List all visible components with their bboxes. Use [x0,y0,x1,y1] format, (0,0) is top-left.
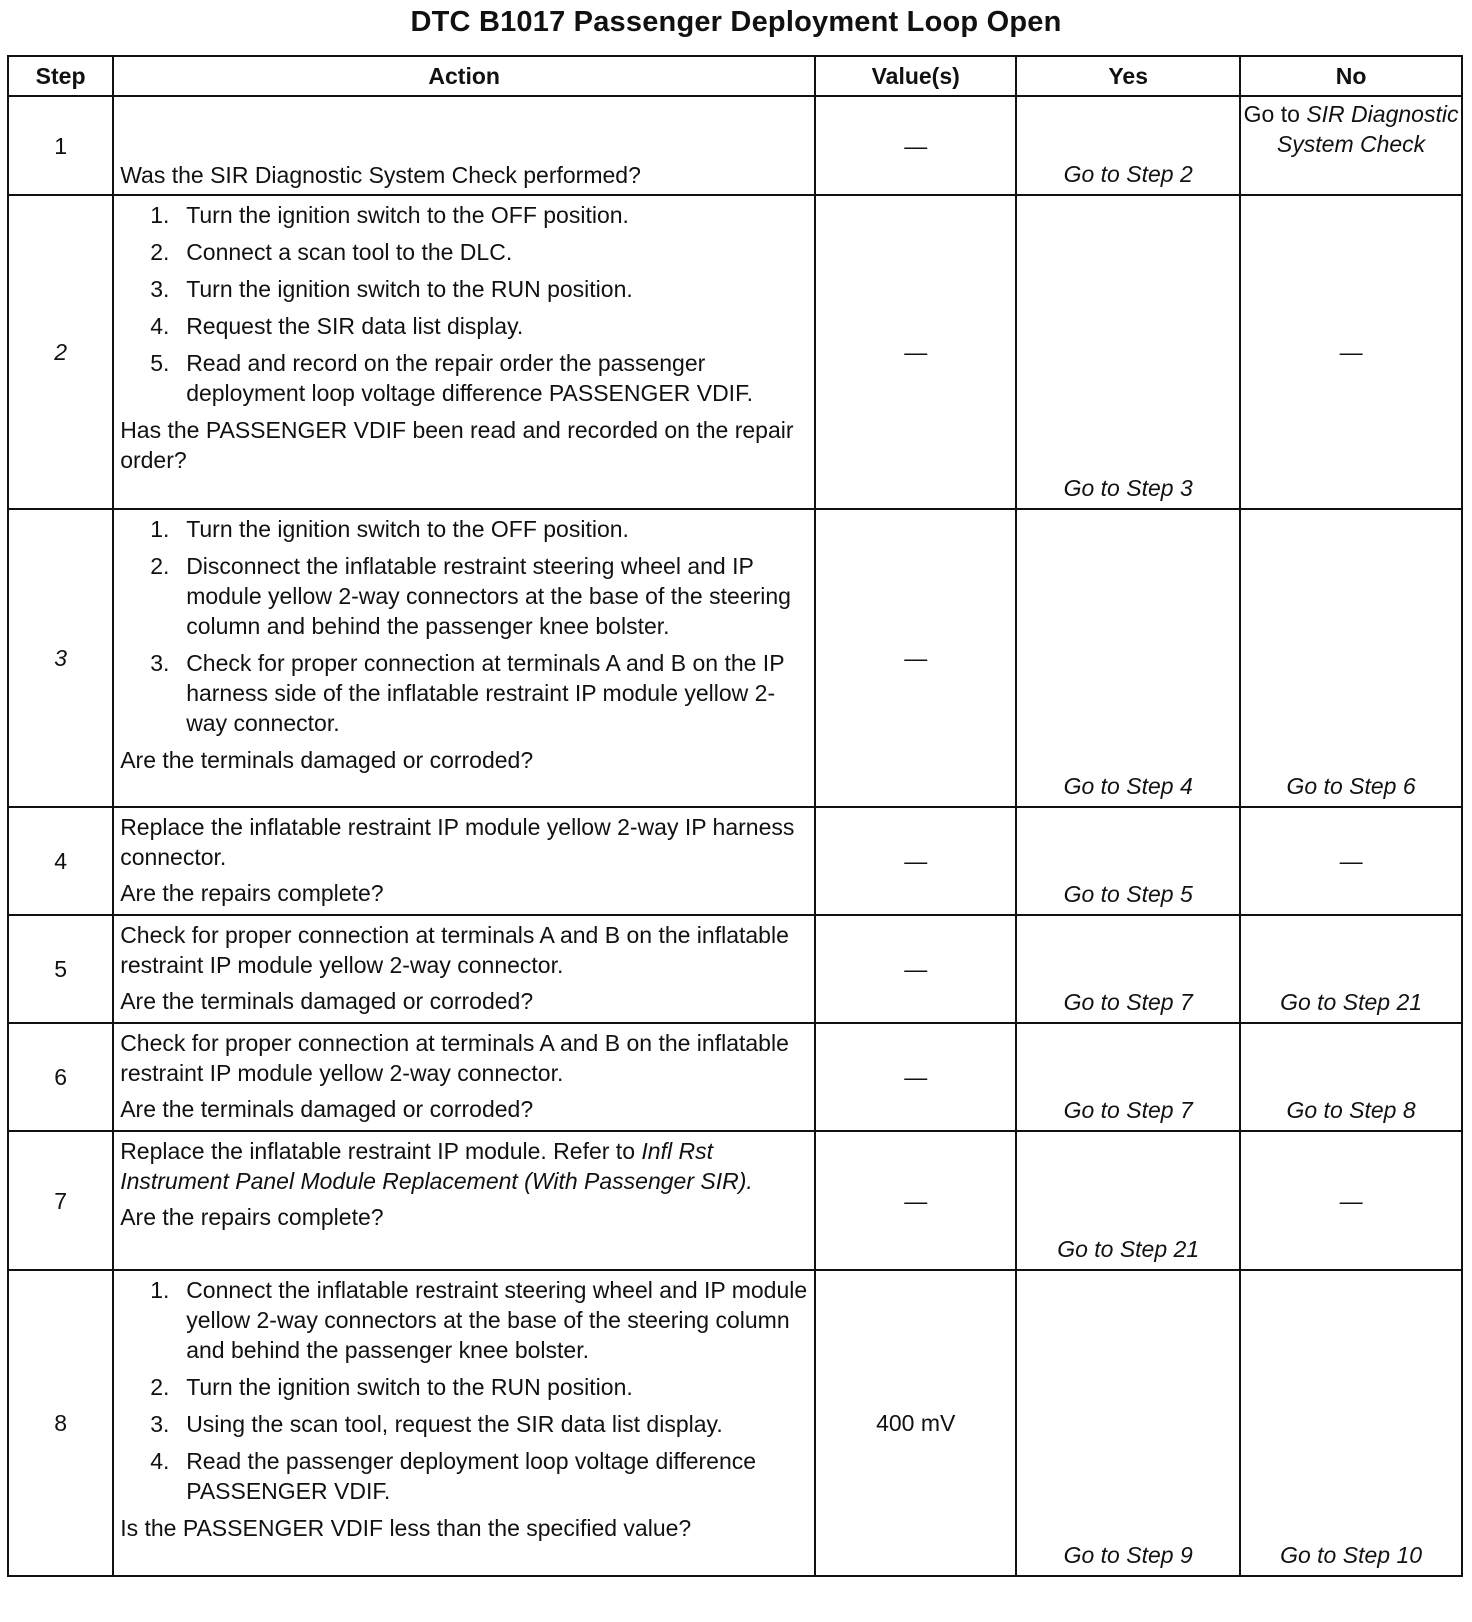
action-cell [113,96,815,195]
action-cell [113,807,815,915]
list-item: 5. Read and record on the repair order the passenger deployment loop voltage difference PASSENGER VDIF. [150,350,753,406]
action-question: Are the repairs complete? [120,1204,384,1230]
action-cell [113,509,815,807]
header-yes: Yes [1016,56,1240,96]
table-row [8,1131,1462,1270]
list-item: 3. Turn the ignition switch to the RUN position. [150,276,633,302]
diagnostic-table [7,55,1463,1577]
yes-cell: Go to Step 4 [1016,509,1240,807]
action-text: Replace the inflatable restraint IP module. Refer to Infl Rst Instrument Panel Module Replacement (With Passenger SIR). [120,1138,753,1194]
value-cell: — [815,915,1016,1023]
reference-link[interactable]: Infl Rst Instrument Panel Module Replacement (With Passenger SIR). [120,1138,753,1194]
no-cell: Go to Step 6 [1240,509,1462,807]
yes-cell: Go to Step 7 [1016,1023,1240,1131]
action-question: Was the SIR Diagnostic System Check performed? [120,162,641,188]
value-cell: — [815,509,1016,807]
no-cell: Go to Step 21 [1240,915,1462,1023]
list-item: 1. Connect the inflatable restraint steering wheel and IP module yellow 2-way connectors at the base of the steering column and behind the passenger knee bolster. [150,1277,808,1363]
yes-cell: Go to Step 2 [1016,96,1240,195]
action-question: Are the terminals damaged or corroded? [120,747,534,773]
yes-cell: Go to Step 21 [1016,1131,1240,1270]
list-item: 4. Read the passenger deployment loop voltage difference PASSENGER VDIF. [150,1448,757,1504]
step-number: 1 [8,96,113,195]
table-header-row [8,56,1462,96]
list-item: 2. Connect a scan tool to the DLC. [150,239,513,265]
list-item: 1. Turn the ignition switch to the OFF position. [150,202,629,228]
no-cell: Go to Step 10 [1240,1270,1462,1576]
yes-cell: Go to Step 5 [1016,807,1240,915]
value-cell: — [815,1023,1016,1131]
table-row [8,1023,1462,1131]
table-row [8,96,1462,195]
action-steps [120,514,808,738]
step-number: 6 [8,1023,113,1131]
no-prefix: Go to [1243,101,1307,127]
value-cell: — [815,195,1016,509]
action-text: Check for proper connection at terminals A and B on the inflatable restraint IP module yellow 2-way connector. [120,1030,789,1086]
list-item: 2. Disconnect the inflatable restraint steering wheel and IP module yellow 2-way connectors at the base of the steering column and behind the passenger knee bolster. [150,553,791,639]
header-no: No [1240,56,1462,96]
no-link: SIR Diagnostic System Check [1276,101,1459,157]
no-cell: Go to Step 8 [1240,1023,1462,1131]
value-cell: — [815,807,1016,915]
no-cell: — [1240,807,1462,915]
table-row [8,915,1462,1023]
action-text: Check for proper connection at terminals A and B on the inflatable restraint IP module yellow 2-way connector. [120,922,789,978]
action-question: Is the PASSENGER VDIF less than the specified value? [120,1515,692,1541]
no-cell: — [1240,1131,1462,1270]
list-item: 4. Request the SIR data list display. [150,313,524,339]
table-row [8,1270,1462,1576]
action-question: Has the PASSENGER VDIF been read and recorded on the repair order? [120,417,794,473]
action-cell [113,1270,815,1576]
list-item: 3. Using the scan tool, request the SIR data list display. [150,1411,723,1437]
value-cell: — [815,96,1016,195]
step-number: 7 [8,1131,113,1270]
action-cell [113,1131,815,1270]
action-text: Replace the inflatable restraint IP module yellow 2-way IP harness connector. [120,814,795,870]
action-cell [113,1023,815,1131]
list-item: 1. Turn the ignition switch to the OFF position. [150,516,629,542]
no-cell [1240,96,1462,195]
action-question: Are the terminals damaged or corroded? [120,988,534,1014]
action-cell [113,195,815,509]
table-row [8,807,1462,915]
yes-cell: Go to Step 3 [1016,195,1240,509]
list-item: 3. Check for proper connection at terminals A and B on the IP harness side of the inflatable restraint IP module yellow 2-way connector. [150,650,785,736]
step-number: 3 [8,509,113,807]
header-values: Value(s) [815,56,1016,96]
no-cell: — [1240,195,1462,509]
action-steps [120,1275,808,1506]
step-number: 8 [8,1270,113,1576]
list-item: 2. Turn the ignition switch to the RUN position. [150,1374,633,1400]
yes-cell: Go to Step 9 [1016,1270,1240,1576]
table-row [8,195,1462,509]
header-action: Action [113,56,815,96]
table-row [8,509,1462,807]
step-number: 4 [8,807,113,915]
value-cell: — [815,1131,1016,1270]
yes-cell: Go to Step 7 [1016,915,1240,1023]
step-number: 2 [8,195,113,509]
header-step: Step [8,56,113,96]
action-cell [113,915,815,1023]
action-question: Are the repairs complete? [120,880,384,906]
page-title: DTC B1017 Passenger Deployment Loop Open [410,6,1062,38]
action-steps [120,200,808,408]
action-question: Are the terminals damaged or corroded? [120,1096,534,1122]
step-number: 5 [8,915,113,1023]
value-cell: 400 mV [815,1270,1016,1576]
